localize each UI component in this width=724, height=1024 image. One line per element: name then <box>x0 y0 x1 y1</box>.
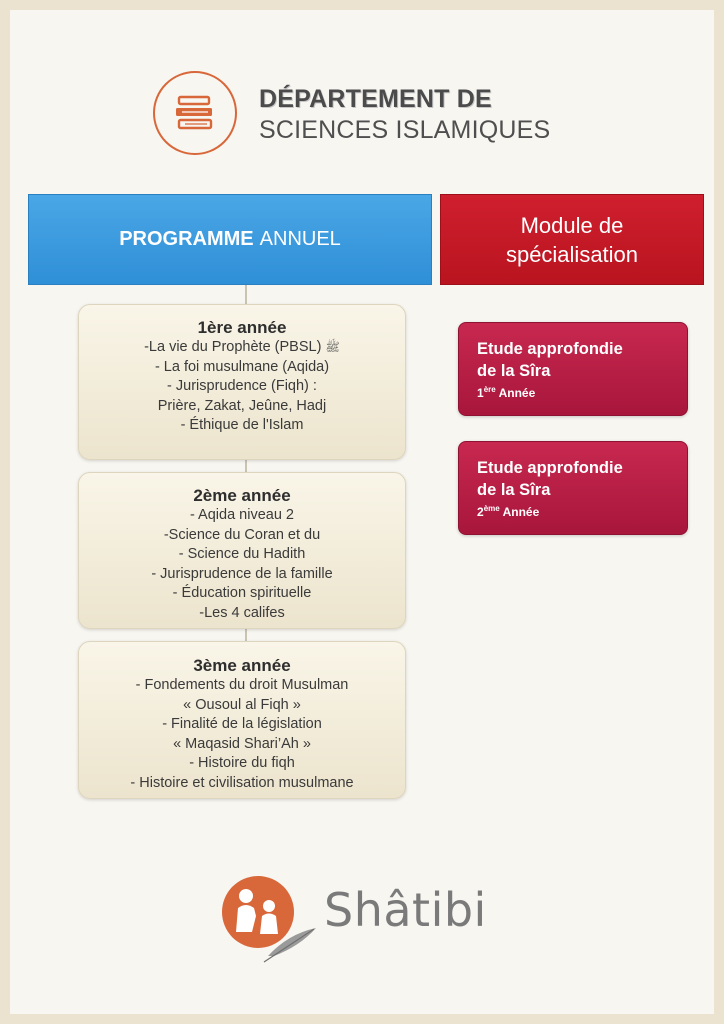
module-title-line-1: Etude approfondie <box>477 340 623 358</box>
year-2-box <box>78 472 406 629</box>
year-title: 1ère année <box>197 318 287 337</box>
course-line: -La vie du Prophète (PBSL) ﷺ <box>144 339 340 355</box>
document-page <box>10 10 714 1014</box>
module-title-line-1: Etude approfondie <box>477 459 623 477</box>
course-line: « Ousoul al Fiqh » <box>183 696 301 713</box>
module-year: 2ème Année <box>477 504 540 519</box>
pbsl-calligraphy-icon: ﷺ <box>325 340 340 354</box>
year-title: 3ème année <box>193 656 291 675</box>
module-sira-year-1 <box>458 322 688 416</box>
program-banner-bold: PROGRAMME <box>119 228 254 250</box>
course-line: - Histoire et civilisation musulmane <box>130 774 354 791</box>
program-banner-rest: ANNUEL <box>259 228 341 250</box>
module-title-line-2: de la Sîra <box>477 481 551 499</box>
shatibi-logo-icon <box>222 876 294 948</box>
title-line-1: DÉPARTEMENT DE <box>259 85 492 113</box>
course-line: - Finalité de la législation <box>162 716 322 732</box>
page-title <box>259 84 550 146</box>
course-line: -Les 4 califes <box>199 604 285 621</box>
year-title: 2ème année <box>193 486 291 505</box>
module-year: 1ère Année <box>477 385 536 400</box>
module-title-line-2: de la Sîra <box>477 362 551 380</box>
books-icon <box>153 71 237 155</box>
module-sira-year-2 <box>458 441 688 535</box>
course-line: « Maqasid Shari’Ah » <box>173 735 311 752</box>
course-line: - Éthique de l'Islam <box>180 417 304 433</box>
module-banner <box>440 194 704 285</box>
course-line: - Aqida niveau 2 <box>190 507 294 523</box>
course-line: - Fondements du droit Musulman <box>135 677 349 693</box>
course-line: Prière, Zakat, Jeûne, Hadj <box>157 397 327 414</box>
course-line: - Jurisprudence de la famille <box>151 565 333 582</box>
course-line: - Science du Hadith <box>178 546 306 562</box>
course-line: - Jurisprudence (Fiqh) : <box>167 378 317 394</box>
course-line: -Science du Coran et du <box>163 526 321 543</box>
course-line: - La foi musulmane (Aqida) <box>154 358 330 375</box>
course-line: - Histoire du fiqh <box>189 755 295 771</box>
program-banner <box>28 194 432 285</box>
shatibi-logo-text: Shâtibi <box>324 883 487 937</box>
title-line-2: SCIENCES ISLAMIQUES <box>259 116 551 144</box>
module-banner-line-1: Module de <box>520 212 624 238</box>
module-banner-line-2: spécialisation <box>505 241 639 267</box>
year-1-box <box>78 304 406 460</box>
year-3-box <box>78 641 406 799</box>
course-line: - Éducation spirituelle <box>172 585 312 601</box>
